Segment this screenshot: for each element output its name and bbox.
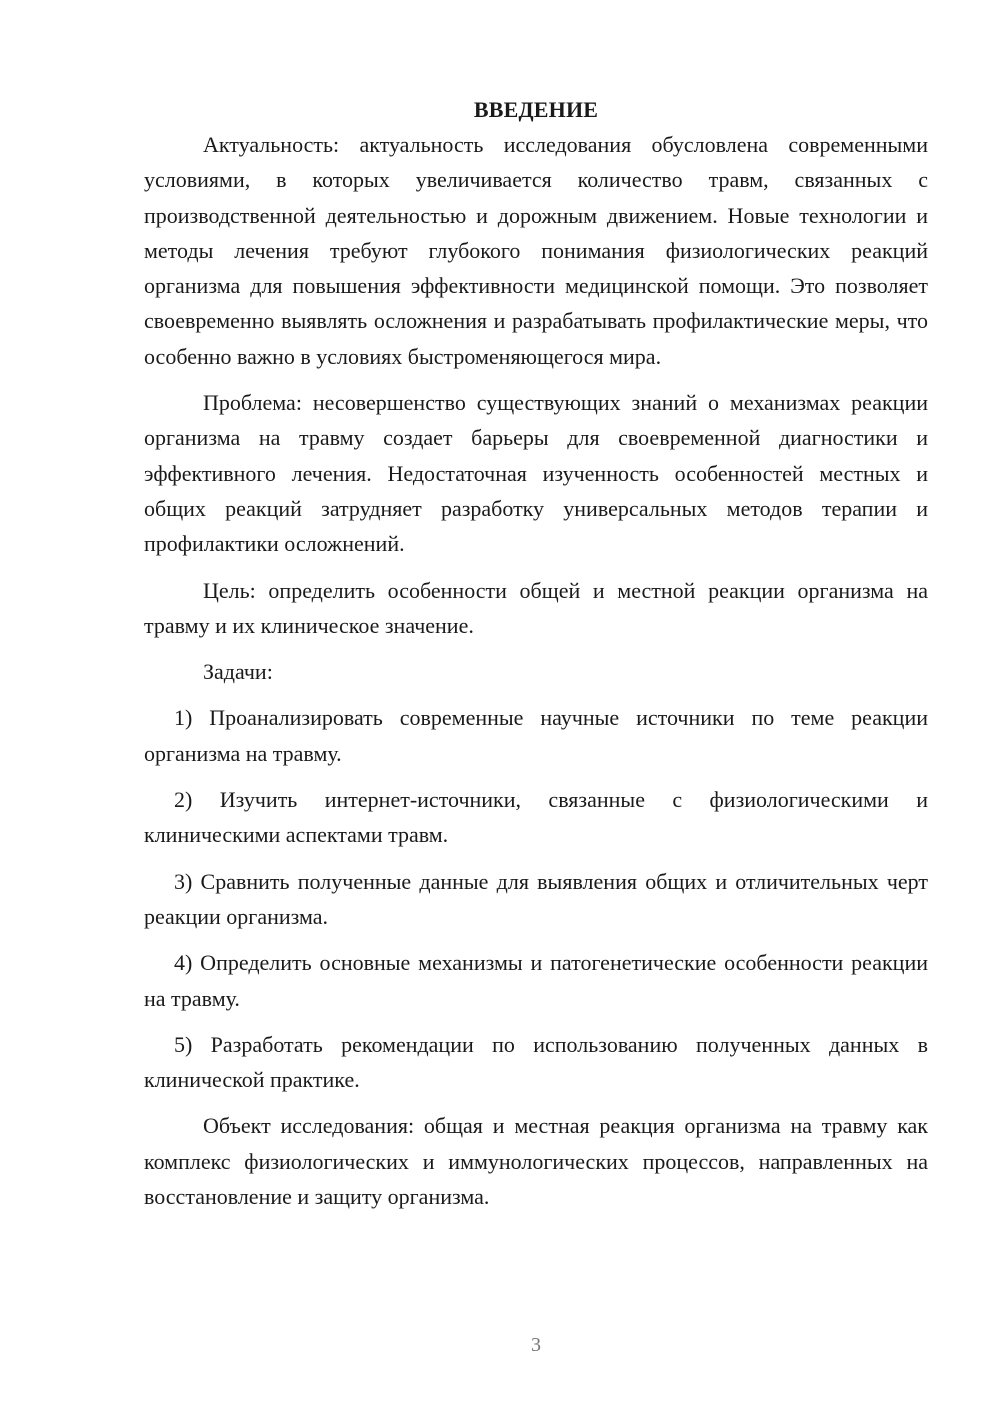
page-number: 3 (531, 1334, 541, 1356)
tasks-heading: Задачи: (203, 659, 273, 685)
page-content (144, 92, 928, 1214)
task-item-5: 5) Разработать рекомендации по использованию полученных данных в клинической практике. (144, 1031, 928, 1093)
paragraph-relevance: Актуальность: актуальность исследования обусловлена современными условиями, в которых увеличивается количество травм, связанных с производственной деятельностью и дорожным движением. Новые технологии и методы лечения требуют глубокого понимания физиологических реакций организма для повышения эффективности медицинской помощи. Это позволяет своевременно выявлять осложнения и разрабатывать профилактические меры, что особенно важно в условиях быстроменяющегося мира. (144, 132, 928, 369)
task-item-1: 1) Проанализировать современные научные источники по теме реакции организма на травму. (144, 705, 928, 766)
section-title: ВВЕДЕНИЕ (473, 97, 599, 122)
task-item-2: 2) Изучить интернет-источники, связанные с физиологическими и клиническими аспектами травм. (144, 787, 928, 848)
task-item-3: 3) Сравнить полученные данные для выявления общих и отличительных черт реакции организма. (144, 868, 928, 929)
paragraph-object: Объект исследования: общая и местная реакция организма на травму как комплекс физиологических и иммунологических процессов, направленных на восстановление и защиту организма. (144, 1113, 928, 1210)
paragraph-problem: Проблема: несовершенство существующих знаний о механизмах реакции организма на травму создает барьеры для своевременной диагностики и эффективного лечения. Недостаточная изученность особенностей местных и общих реакций затрудняет разработку универсальных методов терапии и профилактики осложнений. (144, 390, 928, 557)
task-item-4: 4) Определить основные механизмы и патогенетические особенности реакции на травму. (144, 950, 928, 1011)
paragraph-goal: Цель: определить особенности общей и местной реакции организма на травму и их клиническое значение. (144, 577, 928, 638)
